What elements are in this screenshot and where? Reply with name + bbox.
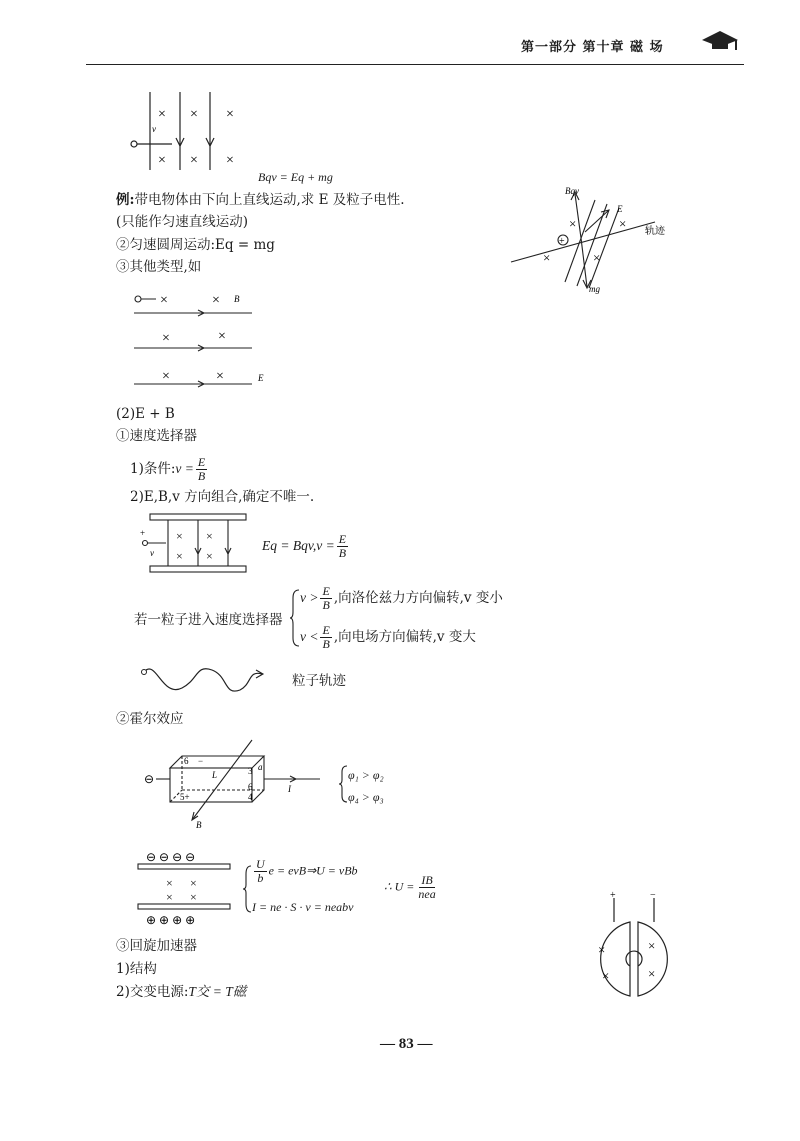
svg-text:×: ×	[569, 216, 577, 231]
svg-text:×: ×	[648, 966, 656, 981]
graduation-cap-icon	[700, 28, 742, 52]
svg-text:×: ×	[543, 250, 551, 265]
svg-text:−: −	[198, 756, 204, 766]
svg-text:−: −	[650, 890, 656, 901]
mg-label: mg	[589, 284, 600, 294]
cyclotron-diagram	[580, 888, 690, 1000]
svg-text:×: ×	[166, 890, 173, 904]
particle-lead: 若一粒子进入速度选择器	[134, 612, 283, 628]
cyclotron-power: 2)交变电源:T交 = T磁	[116, 984, 247, 1000]
fig-right-trajectory-diagram	[505, 182, 685, 297]
hall-equation-1: $\frac{U}{b}$ e = evB⇒U = vBb	[256, 857, 358, 885]
svg-text:×: ×	[648, 938, 656, 953]
example-text: 带电物体由下向上直线运动,求 E 及粒子电性.	[134, 192, 405, 208]
hall-result: ∴ U = $\frac{IB}{\text{nea}}$	[384, 873, 436, 901]
svg-text:×: ×	[206, 549, 213, 563]
svg-text:×: ×	[190, 890, 197, 904]
svg-text:×: ×	[160, 293, 168, 308]
brace	[338, 764, 348, 804]
svg-text:⊕ ⊕ ⊕ ⊕: ⊕ ⊕ ⊕ ⊕	[146, 913, 196, 927]
header-title: 第一部分 第十章 磁 场	[521, 40, 664, 55]
svg-text:×: ×	[162, 331, 170, 346]
svg-text:×: ×	[619, 216, 627, 231]
svg-text:×: ×	[166, 876, 173, 890]
cross-mark: ×	[226, 107, 234, 122]
phi-relation-1: φ₁ > φ₂	[348, 768, 384, 782]
svg-text:×: ×	[176, 549, 183, 563]
svg-text:v: v	[150, 548, 154, 558]
svg-text:I: I	[288, 784, 291, 794]
svg-text:+: +	[140, 528, 146, 538]
trajectory-label: 粒子轨迹	[292, 673, 346, 689]
example-prefix: 例:	[116, 192, 135, 208]
velocity-selector-diagram	[140, 512, 255, 576]
svg-text:×: ×	[176, 529, 183, 543]
svg-text:⊖ ⊖ ⊖ ⊖: ⊖ ⊖ ⊖ ⊖	[146, 850, 196, 864]
cross-mark: ×	[226, 153, 234, 168]
cross-mark: ×	[158, 107, 166, 122]
svg-text:B: B	[196, 820, 202, 830]
svg-text:3: 3	[248, 766, 253, 776]
svg-text:×: ×	[206, 529, 213, 543]
plus-charge: +	[559, 236, 565, 247]
hall-plate-diagram	[136, 848, 236, 930]
cross-mark: ×	[190, 107, 198, 122]
brace	[290, 588, 300, 648]
example-note: (只能作匀速直线运动)	[116, 214, 249, 230]
vs-combo: 2)E,B,v 方向组合,确定不唯一.	[130, 489, 315, 505]
svg-text:×: ×	[593, 250, 601, 265]
header-rule	[86, 64, 744, 65]
svg-text:×: ×	[190, 876, 197, 890]
bqv-label: Bqv	[565, 186, 579, 196]
fig2-field-layers	[132, 288, 282, 388]
hall-effect-diagram	[140, 738, 330, 834]
item-uniform-circular: ②匀速圆周运动:Eq = mg	[116, 237, 275, 253]
e-label: E	[617, 204, 623, 214]
svg-text:a: a	[258, 762, 263, 772]
svg-text:4: 4	[248, 792, 253, 802]
cyclotron-title: ③回旋加速器	[116, 938, 197, 954]
example-line	[116, 191, 405, 209]
svg-text:×: ×	[212, 293, 220, 308]
page-number: — 83 —	[380, 1036, 433, 1052]
vs-condition: 1)条件:v = $\frac{E}{B}$	[130, 455, 206, 483]
particle-case-2: v < $\frac{E}{B}$ ,向电场方向偏转,v 变大	[300, 623, 476, 651]
section-e-plus-b: (2)E + B	[116, 406, 175, 422]
fig1-field-diagram	[128, 90, 258, 175]
phi-relation-2: φ₄ > φ₃	[348, 790, 384, 804]
svg-text:×: ×	[162, 369, 170, 384]
svg-text:L: L	[212, 770, 218, 780]
cyclotron-structure: 1)结构	[116, 961, 157, 977]
v-label: v	[152, 124, 156, 134]
svg-text:6: 6	[184, 756, 189, 766]
trajectory-label: 轨迹	[645, 226, 665, 237]
cross-mark: ×	[158, 153, 166, 168]
wave-trajectory	[138, 660, 268, 700]
velocity-selector-title: ①速度选择器	[116, 428, 197, 444]
e-label: E	[258, 373, 264, 383]
vs-equation: Eq = Bqv,v = $\frac{E}{B}$	[262, 532, 347, 560]
svg-text:6: 6	[248, 782, 253, 792]
particle-case-1: v > $\frac{E}{B}$ ,向洛伦兹力方向偏转,v 变小	[300, 584, 503, 612]
item-other-types: ③其他类型,如	[116, 259, 202, 275]
svg-text:5+: 5+	[180, 792, 190, 802]
hall-equation-2: I = ne · S · v = neabv	[252, 900, 354, 914]
formula-bqv: Bqv = Eq + mg	[258, 170, 333, 184]
svg-text:×: ×	[602, 968, 610, 983]
svg-text:×: ×	[598, 942, 606, 957]
svg-text:×: ×	[216, 369, 224, 384]
cross-mark: ×	[190, 153, 198, 168]
svg-text:⊖: ⊖	[144, 772, 155, 786]
brace	[242, 864, 252, 914]
svg-text:×: ×	[218, 329, 226, 344]
b-label: B	[234, 294, 240, 304]
hall-title: ②霍尔效应	[116, 711, 184, 727]
svg-text:+: +	[610, 890, 616, 901]
